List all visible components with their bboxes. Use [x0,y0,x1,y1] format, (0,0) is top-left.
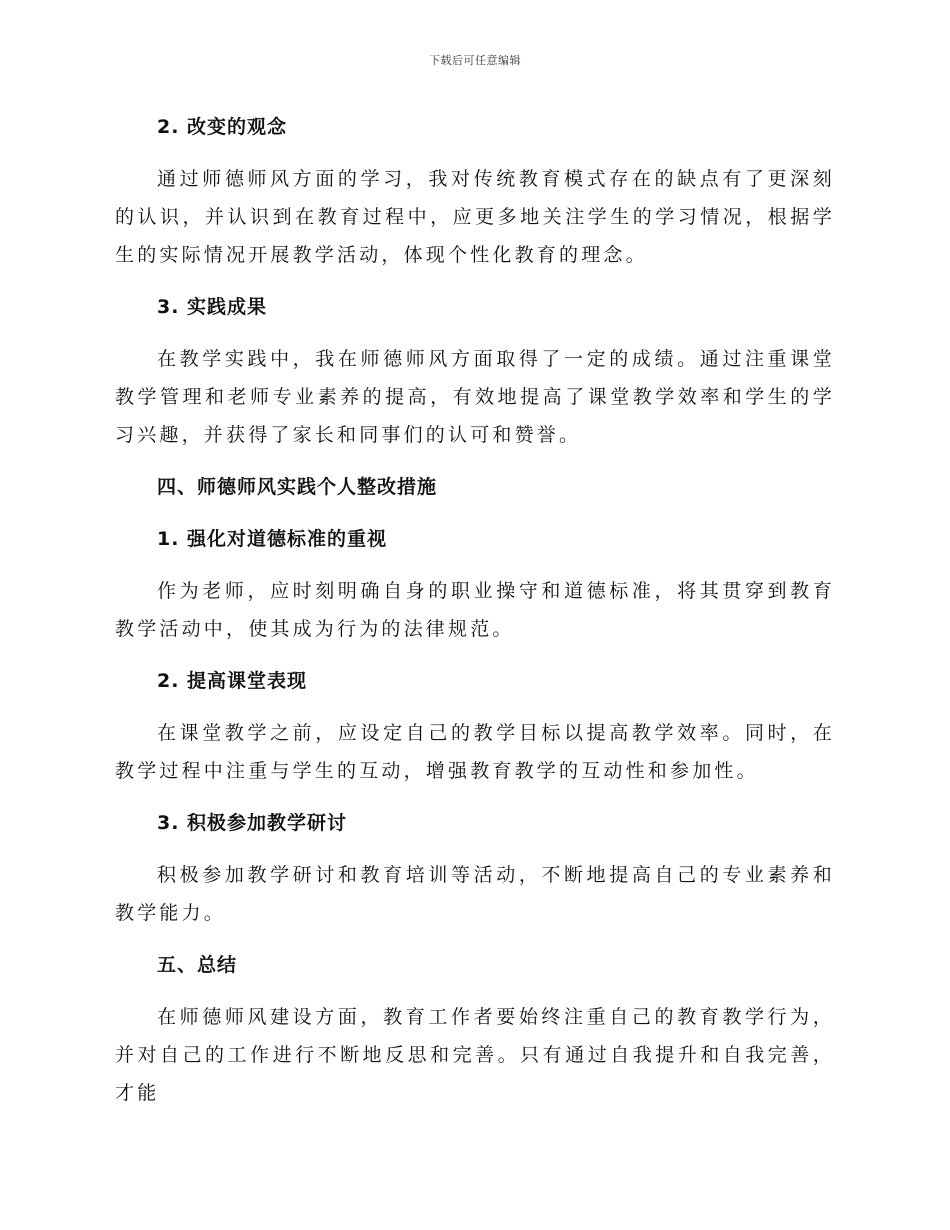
section-heading-practice-results: 3. 实践成果 [157,296,268,318]
section-heading-changed-concept: 2. 改变的观念 [157,116,288,138]
paragraph-practice-results: 在教学实践中，我在师德师风方面取得了一定的成绩。通过注重课堂教学管理和老师专业素养的提高，有效地提高了课堂教学效率和学生的学习兴趣，并获得了家长和同事们的认可和赞誉。 [115,348,835,446]
document-body [115,108,835,1112]
page-header-note: 下载后可任意编辑 [429,54,521,67]
paragraph-moral-standards: 作为老师，应时刻明确自身的职业操守和道德标准，将其贯穿到教育教学活动中，使其成为行为的法律规范。 [115,580,835,640]
paragraph-teaching-seminars: 积极参加教学研讨和教育培训等活动，不断地提高自己的专业素养和教学能力。 [115,864,835,924]
paragraph-classroom-performance: 在课堂教学之前，应设定自己的教学目标以提高教学效率。同时，在教学过程中注重与学生的互动，增强教育教学的互动性和参加性。 [115,722,835,782]
chapter-heading-summary: 五、总结 [157,954,238,976]
section-heading-moral-standards: 1. 强化对道德标准的重视 [157,528,388,550]
paragraph-summary: 在师德师风建设方面，教育工作者要始终注重自己的教育教学行为，并对自己的工作进行不断地反思和完善。只有通过自我提升和自我完善，才能 [115,1006,835,1104]
section-heading-teaching-seminars: 3. 积极参加教学研讨 [157,812,348,834]
paragraph-changed-concept: 通过师德师风方面的学习，我对传统教育模式存在的缺点有了更深刻的认识，并认识到在教育过程中，应更多地关注学生的学习情况，根据学生的实际情况开展教学活动，体现个性化教育的理念。 [115,168,835,266]
section-heading-classroom-performance: 2. 提高课堂表现 [157,670,308,692]
chapter-heading-rectification-measures: 四、师德师风实践个人整改措施 [157,476,438,498]
